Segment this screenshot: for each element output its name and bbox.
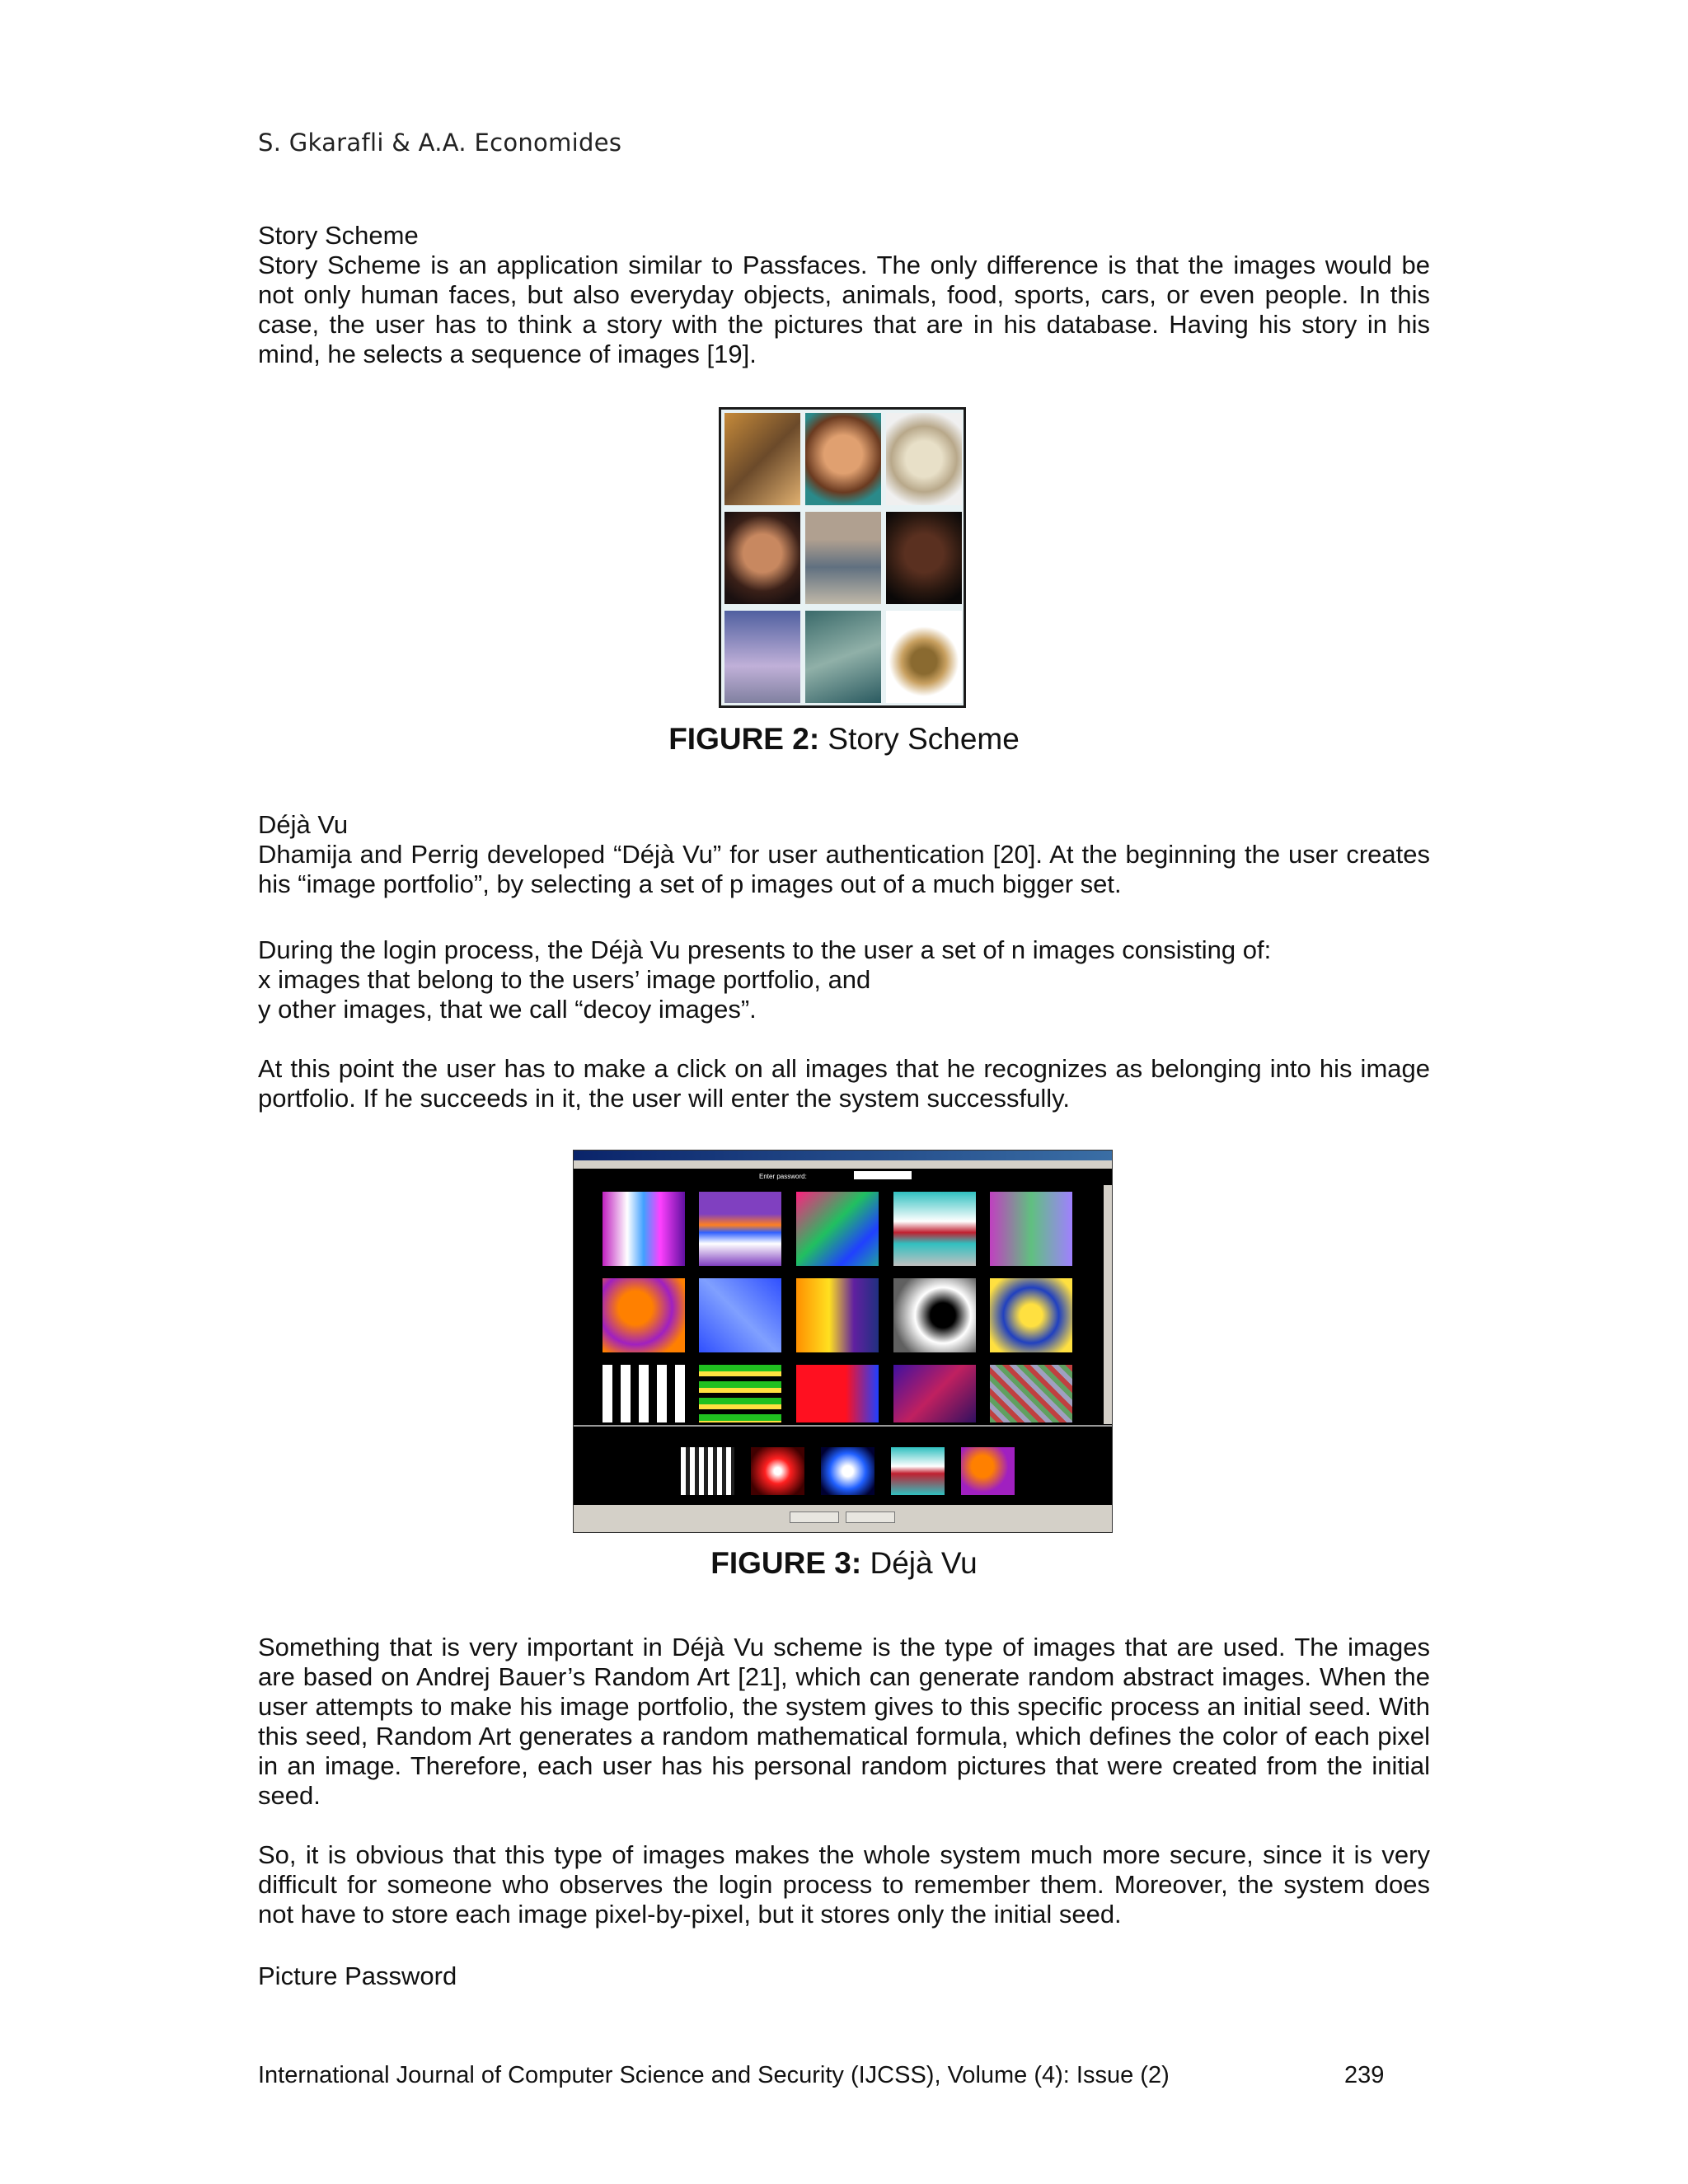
figure-2-caption xyxy=(0,722,1688,757)
random-art-tile xyxy=(796,1192,879,1266)
paragraph-text: Something that is very important in Déjà Vu scheme is the type of images that are used. The images are based on Andrej Bauer’s Random Art [21], which can generate random abstract images. When the user attempts to make his image portfolio, the system gives to this specific process an initial seed. With this seed, Random Art generates a random mathematical formula, which defines the color of each pixel in an image. Therefore, each user has his personal random pictures that were created from the initial seed. xyxy=(258,1633,1430,1810)
random-art-tile xyxy=(990,1365,1072,1422)
random-art-tile xyxy=(699,1278,781,1352)
image-tower xyxy=(724,611,800,703)
dialog-button xyxy=(790,1511,839,1523)
random-art-tile xyxy=(893,1365,976,1422)
window-menubar xyxy=(574,1160,1112,1169)
image-face-man xyxy=(805,413,881,505)
figure-deja-vu-screenshot xyxy=(573,1150,1113,1533)
random-art-tile xyxy=(603,1278,685,1352)
paragraph-line: y other images, that we call “decoy images”. xyxy=(258,995,757,1024)
selected-tile xyxy=(821,1447,874,1495)
selected-tile xyxy=(751,1447,804,1495)
random-art-tile xyxy=(796,1365,879,1422)
figure-2-label: FIGURE 2: xyxy=(668,722,820,756)
paragraph-deja-vu-intro xyxy=(258,840,1430,899)
paragraph-security xyxy=(258,1840,1430,1929)
paragraph-line: During the login process, the Déjà Vu presents to the user a set of n images consisting of: xyxy=(258,935,1272,964)
paragraph-random-art xyxy=(258,1633,1430,1811)
page-number: 239 xyxy=(1344,2062,1385,2088)
journal-footer: International Journal of Computer Science and Security (IJCSS), Volume (4): Issue (2) xyxy=(258,2062,1170,2088)
password-field xyxy=(854,1171,912,1179)
image-basketball xyxy=(724,413,800,505)
image-food xyxy=(886,413,962,505)
paragraph-text: So, it is obvious that this type of images makes the whole system much more secure, since it is very difficult for someone who observes the login process to remember them. Moreover, the system does not have to store each image pixel-by-pixel, but it stores only the initial seed. xyxy=(258,1840,1430,1929)
random-art-tile xyxy=(699,1365,781,1422)
paragraph-text: At this point the user has to make a click on all images that he recognizes as belonging into his image portfolio. If he succeeds in it, the user will enter the system successfully. xyxy=(258,1054,1430,1113)
image-dolphin xyxy=(805,611,881,703)
selected-tile xyxy=(891,1447,945,1495)
image-crab xyxy=(886,611,962,703)
figure-3-caption xyxy=(0,1546,1688,1581)
password-label: Enter password: xyxy=(759,1173,807,1180)
button-bar xyxy=(574,1505,1112,1533)
figure-story-scheme-grid xyxy=(719,407,966,708)
image-car xyxy=(805,512,881,604)
random-art-tile xyxy=(990,1278,1072,1352)
scrollbar xyxy=(1104,1185,1112,1424)
image-face-woman xyxy=(886,512,962,604)
dialog-button xyxy=(846,1511,895,1523)
random-art-tile xyxy=(893,1192,976,1266)
random-art-tile xyxy=(893,1278,976,1352)
image-face-girl xyxy=(724,512,800,604)
selected-tile xyxy=(961,1447,1015,1495)
paragraph-text: Dhamija and Perrig developed “Déjà Vu” for user authentication [20]. At the beginning the user creates his “image portfolio”, by selecting a set of p images out of a much bigger set. xyxy=(258,840,1430,898)
random-art-tile xyxy=(603,1192,685,1266)
section-heading-deja-vu: Déjà Vu xyxy=(258,810,349,839)
figure-2-title: Story Scheme xyxy=(819,722,1020,756)
paragraph-deja-vu-click xyxy=(258,1054,1430,1113)
random-art-tile xyxy=(603,1365,685,1422)
running-header: S. Gkarafli & A.A. Economides xyxy=(258,129,622,157)
selection-divider xyxy=(574,1425,1113,1427)
figure-3-label: FIGURE 3: xyxy=(710,1546,862,1580)
section-heading-picture-password: Picture Password xyxy=(258,1961,457,1990)
paragraph-deja-vu-login xyxy=(258,935,1430,1024)
paragraph-story-scheme xyxy=(258,251,1430,369)
random-art-tile xyxy=(699,1192,781,1266)
window-titlebar xyxy=(574,1151,1112,1160)
section-heading-story-scheme: Story Scheme xyxy=(258,221,419,250)
figure-3-title: Déjà Vu xyxy=(861,1546,978,1580)
random-art-tile xyxy=(796,1278,879,1352)
random-art-tile xyxy=(990,1192,1072,1266)
paragraph-line: x images that belong to the users’ image portfolio, and xyxy=(258,965,871,994)
selected-tile xyxy=(681,1447,734,1495)
paragraph-text: Story Scheme is an application similar to Passfaces. The only difference is that the images would be not only human faces, but also everyday objects, animals, food, sports, cars, or even people. In this case, the user has to think a story with the pictures that are in his database. Having his story in his mind, he selects a sequence of images [19]. xyxy=(258,251,1430,368)
